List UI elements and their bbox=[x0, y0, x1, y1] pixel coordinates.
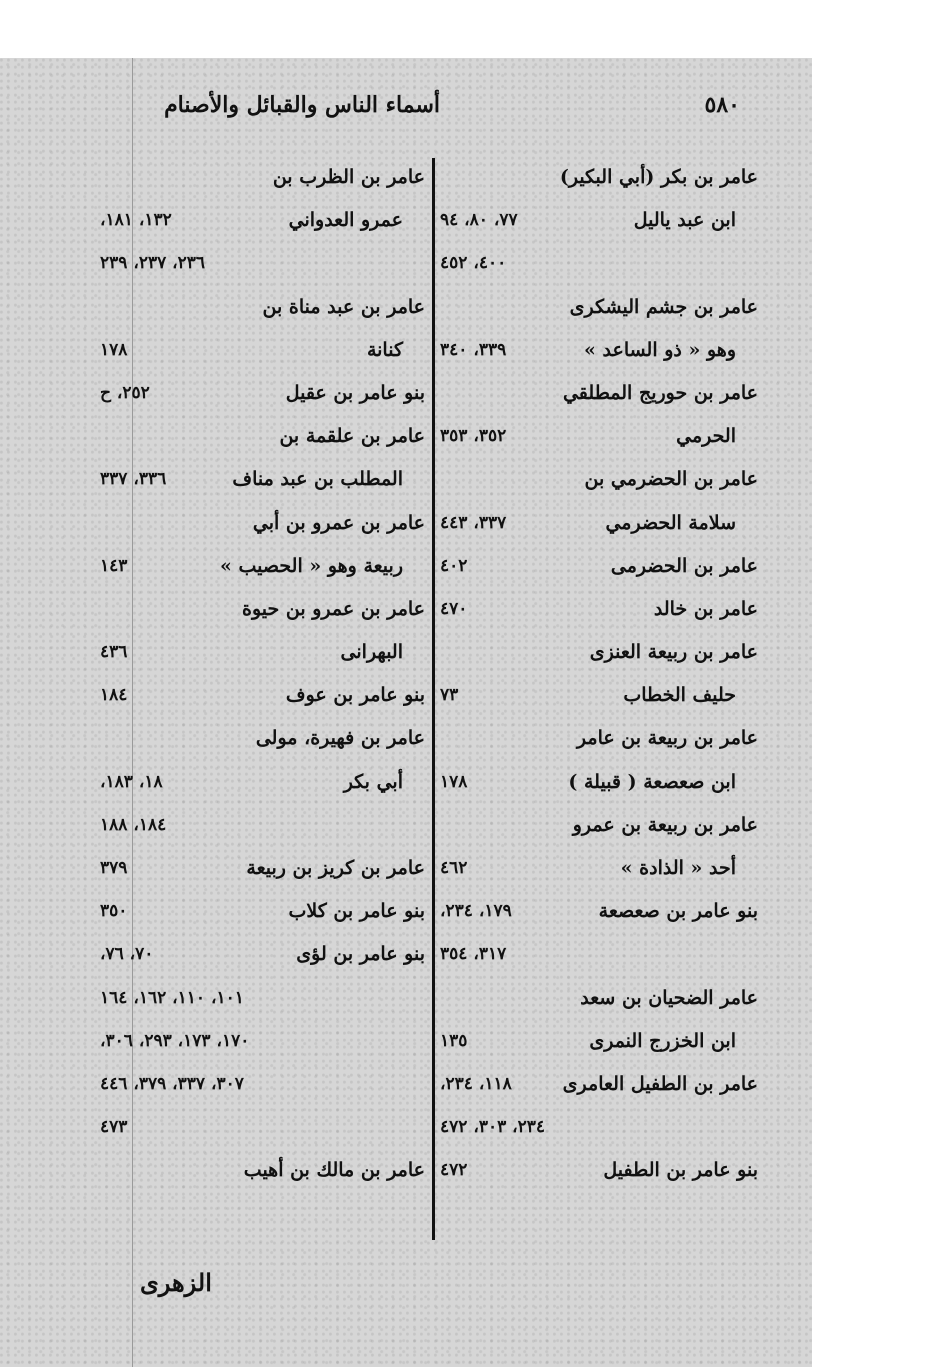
index-entry bbox=[440, 1020, 758, 1063]
entry-name: ابن عبد ياليل bbox=[633, 209, 736, 232]
index-entry bbox=[440, 933, 758, 976]
entry-name: عامر بن علقمة بن bbox=[279, 425, 425, 448]
entry-pages: ١٧٨ bbox=[440, 771, 468, 792]
index-entry bbox=[440, 631, 758, 674]
entry-name: أبي بكر bbox=[343, 770, 403, 793]
entry-pages: ٤٧٠ bbox=[440, 598, 468, 619]
index-entry bbox=[440, 761, 758, 804]
entry-pages: ٧٣ bbox=[440, 685, 459, 706]
index-entry bbox=[100, 977, 425, 1020]
entry-name: عامر بن فهيرة، مولى bbox=[255, 727, 425, 750]
index-entry bbox=[440, 415, 758, 458]
entry-name: سلامة الحضرمي bbox=[605, 511, 736, 534]
entry-name: عامر بن بكر (أبي البكير) bbox=[559, 166, 758, 188]
entry-pages: ٢٥٢، ح bbox=[100, 382, 150, 403]
entry-name: عامر بن ربيعة بن عامر bbox=[576, 727, 758, 750]
index-entry bbox=[440, 674, 758, 717]
entry-name: البهرانى bbox=[340, 641, 403, 664]
index-entry bbox=[100, 415, 425, 458]
entry-pages: ١٨٤، ١٨٨ bbox=[100, 814, 167, 835]
column-divider bbox=[432, 158, 435, 1240]
index-entry bbox=[100, 588, 425, 631]
entry-name: ابن الخزرج النمرى bbox=[589, 1029, 736, 1052]
entry-name: عامر بن عبد مناة بن bbox=[262, 295, 425, 318]
entry-pages: ٤٠٢ bbox=[440, 555, 468, 576]
index-entry bbox=[440, 890, 758, 933]
index-entry bbox=[100, 286, 425, 329]
entry-name: الحرمي bbox=[676, 425, 736, 448]
entry-name: عامر بن حوريج المطلقي bbox=[562, 381, 758, 404]
entry-pages: ٤٧٣ bbox=[100, 1117, 128, 1138]
index-entry bbox=[440, 717, 758, 760]
catchword: الزهرى bbox=[140, 1268, 212, 1297]
entry-pages: ١٧٠، ١٧٣، ٢٩٣، ٣٠٦، bbox=[100, 1030, 250, 1051]
entry-pages: ٧٧، ٨٠، ٩٤ bbox=[440, 210, 518, 231]
index-entry bbox=[100, 674, 425, 717]
entry-name: حليف الخطاب bbox=[623, 684, 736, 707]
entry-pages: ٤٧٢ bbox=[440, 1160, 468, 1181]
entry-pages: ١٨، ١٨٣، bbox=[100, 771, 163, 792]
entry-pages: ٧٠، ٧٦، bbox=[100, 944, 154, 965]
entry-pages: ٣٣٩، ٣٤٠ bbox=[440, 339, 507, 360]
index-entry bbox=[100, 329, 425, 372]
entry-pages: ١١٨، ٢٣٤، bbox=[440, 1073, 512, 1094]
index-entry bbox=[100, 847, 425, 890]
entry-pages: ١٣٥ bbox=[440, 1030, 468, 1051]
entry-name: عامر بن الحضرمي بن bbox=[584, 468, 758, 491]
index-entry bbox=[440, 502, 758, 545]
index-entry bbox=[440, 329, 758, 372]
entry-name: عامر بن خالد bbox=[653, 597, 758, 620]
index-entry bbox=[440, 199, 758, 242]
entry-pages: ٣٣٧، ٤٤٣ bbox=[440, 512, 507, 533]
entry-pages: ٤٦٢ bbox=[440, 858, 468, 878]
index-entry bbox=[100, 761, 425, 804]
entry-name: المطلب بن عبد مناف bbox=[232, 468, 403, 491]
entry-pages: ١٧٩، ٢٣٤، bbox=[440, 901, 512, 922]
index-entry bbox=[100, 199, 425, 242]
index-entry bbox=[440, 1063, 758, 1106]
index-entry bbox=[100, 1063, 425, 1106]
index-entry bbox=[100, 458, 425, 501]
entry-name: عامر بن ربيعة بن عمرو bbox=[572, 813, 758, 836]
index-column-left bbox=[100, 156, 425, 1193]
index-entry bbox=[100, 631, 425, 674]
entry-name: بنو عامر بن لؤى bbox=[296, 943, 425, 966]
entry-name: عامر بن ربيعة العنزى bbox=[589, 641, 758, 664]
entry-name: بنو عامر بن عقيل bbox=[285, 381, 425, 404]
entry-name: عامر بن كريز بن ربيعة bbox=[246, 857, 425, 879]
header-title: أسماء الناس والقبائل والأصنام bbox=[164, 92, 440, 118]
entry-pages: ١٠١، ١١٠، ١٦٢، ١٦٤ bbox=[100, 987, 244, 1008]
index-entry bbox=[440, 545, 758, 588]
index-entry bbox=[100, 890, 425, 933]
entry-name: عامر بن عمرو بن حيوة bbox=[242, 597, 425, 620]
entry-name: بنو عامر بن كلاب bbox=[288, 900, 425, 923]
entry-name: عامر بن جشم اليشكرى bbox=[569, 295, 758, 318]
entry-pages: ٣١٧، ٣٥٤ bbox=[440, 944, 507, 965]
entry-pages: ١٤٣ bbox=[100, 555, 128, 576]
index-entry bbox=[440, 156, 758, 199]
page-header bbox=[150, 92, 740, 136]
entry-name: عامر بن الحضرمى bbox=[610, 554, 758, 577]
entry-pages: ٣٥٢، ٣٥٣ bbox=[440, 426, 507, 447]
index-entry bbox=[440, 372, 758, 415]
index-entry bbox=[440, 1106, 758, 1149]
index-entry bbox=[440, 458, 758, 501]
index-entry bbox=[100, 1149, 425, 1192]
entry-pages: ٤٠٠، ٤٥٢ bbox=[440, 253, 507, 274]
entry-name: بنو عامر بن صعصعة bbox=[598, 900, 758, 923]
entry-pages: ٣٠٧، ٣٣٧، ٣٧٩، ٤٤٦ bbox=[100, 1073, 244, 1094]
entry-name: عمرو العدواني bbox=[288, 209, 403, 232]
entry-pages: ١٧٨ bbox=[100, 339, 128, 360]
entry-pages: ٢٣٤، ٣٠٣، ٤٧٢ bbox=[440, 1117, 546, 1138]
entry-name: وهو « ذو الساعد » bbox=[584, 338, 736, 361]
entry-pages: ٤٣٦ bbox=[100, 642, 128, 663]
index-column-right bbox=[440, 156, 758, 1193]
entry-name: عامر بن مالك بن أهيب bbox=[243, 1159, 425, 1182]
index-entry bbox=[440, 242, 758, 285]
index-entry bbox=[440, 588, 758, 631]
entry-pages: ٣٧٩ bbox=[100, 858, 128, 878]
entry-name: عامر بن الظرب بن bbox=[272, 166, 425, 188]
entry-pages: ١٨٤ bbox=[100, 685, 128, 706]
entry-name: عامر بن عمرو بن أبي bbox=[252, 511, 425, 534]
index-entry bbox=[440, 977, 758, 1020]
index-entry bbox=[100, 372, 425, 415]
index-entry bbox=[100, 933, 425, 976]
index-entry bbox=[100, 242, 425, 285]
entry-pages: ١٣٢، ١٨١، bbox=[100, 210, 172, 231]
index-entry bbox=[440, 286, 758, 329]
page-number: ٥٨٠ bbox=[704, 92, 740, 118]
entry-pages: ٢٣٦، ٢٣٧، ٢٣٩ bbox=[100, 253, 206, 274]
index-entry bbox=[100, 804, 425, 847]
index-entry bbox=[100, 717, 425, 760]
entry-pages: ٣٥٠ bbox=[100, 901, 128, 922]
entry-name: عامر بن الطفيل العامرى bbox=[562, 1072, 758, 1095]
entry-name: كنانة bbox=[366, 338, 403, 361]
index-entry bbox=[440, 1149, 758, 1192]
entry-name: عامر الضحيان بن سعد bbox=[580, 986, 758, 1009]
index-entry bbox=[100, 156, 425, 199]
index-entry bbox=[440, 804, 758, 847]
index-entry bbox=[100, 1020, 425, 1063]
entry-name: أحد « الذادة » bbox=[620, 857, 736, 879]
entry-name: بنو عامر بن الطفيل bbox=[603, 1159, 758, 1182]
entry-name: بنو عامر بن عوف bbox=[285, 684, 425, 707]
index-entry bbox=[100, 502, 425, 545]
entry-name: ابن صعصعة ( قبيلة ) bbox=[568, 770, 736, 793]
entry-name: ربيعة وهو « الحصيب » bbox=[220, 554, 403, 577]
index-entry bbox=[440, 847, 758, 890]
index-entry bbox=[100, 545, 425, 588]
index-entry bbox=[100, 1106, 425, 1149]
entry-pages: ٣٣٦، ٣٣٧ bbox=[100, 469, 167, 490]
